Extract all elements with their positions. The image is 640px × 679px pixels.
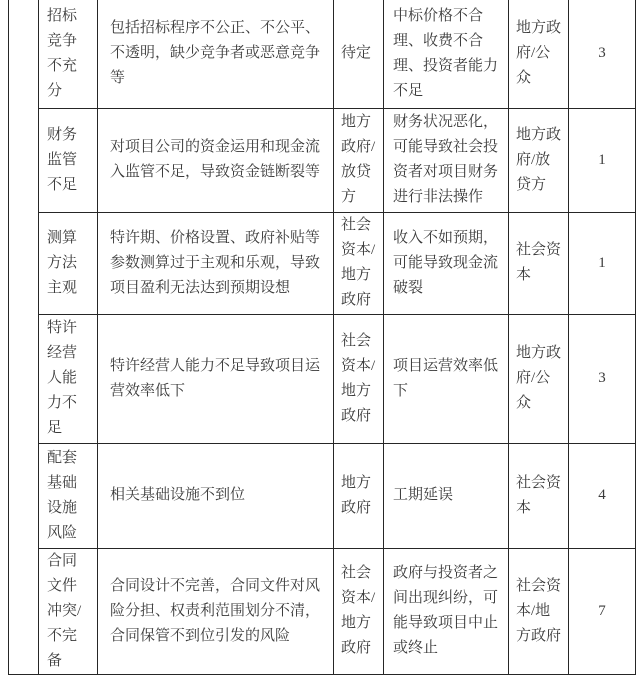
risk-score-cell: 3 — [569, 0, 636, 108]
risk-consequence-cell: 工期延误 — [384, 443, 509, 548]
table-row — [9, 443, 636, 548]
risk-name-cell: 特许经营人能力不足 — [39, 314, 98, 443]
risk-consequence-cell: 项目运营效率低下 — [384, 314, 509, 443]
risk-score-cell: 3 — [569, 314, 636, 443]
risk-bearer-cell: 地方政府/公众 — [509, 0, 569, 108]
gutter-cell — [9, 0, 39, 674]
risk-description-cell: 包括招标程序不公正、不公平、不透明，缺少竞争者或恶意竞争等 — [98, 0, 334, 108]
risk-bearer-cell: 社会资本 — [509, 212, 569, 314]
risk-consequence-cell: 财务状况恶化，可能导致社会投资者对项目财务进行非法操作 — [384, 108, 509, 212]
risk-allocation-cell: 待定 — [334, 0, 384, 108]
risk-name-cell: 财务监管不足 — [39, 108, 98, 212]
risk-allocation-cell: 社会资本/地方政府 — [334, 314, 384, 443]
risk-bearer-cell: 地方政府/公众 — [509, 314, 569, 443]
table-row — [9, 212, 636, 314]
table-row — [9, 0, 636, 108]
risk-description-cell: 特许期、价格设置、政府补贴等参数测算过于主观和乐观，导致项目盈利无法达到预期设想 — [98, 212, 334, 314]
risk-score-cell: 7 — [569, 548, 636, 674]
risk-consequence-cell: 政府与投资者之间出现纠纷，可能导致项目中止或终止 — [384, 548, 509, 674]
risk-allocation-cell: 地方政府/放贷方 — [334, 108, 384, 212]
risk-consequence-cell: 中标价格不合理、收费不合理、投资者能力不足 — [384, 0, 509, 108]
table-row — [9, 548, 636, 674]
risk-consequence-cell: 收入不如预期，可能导致现金流破裂 — [384, 212, 509, 314]
risk-name-cell: 合同文件冲突/不完备 — [39, 548, 98, 674]
risk-allocation-cell: 地方政府 — [334, 443, 384, 548]
risk-name-cell: 配套基础设施风险 — [39, 443, 98, 548]
risk-bearer-cell: 社会资本/地方政府 — [509, 548, 569, 674]
risk-allocation-cell: 社会资本/地方政府 — [334, 212, 384, 314]
risk-score-cell: 1 — [569, 212, 636, 314]
table-row — [9, 314, 636, 443]
risk-description-cell: 对项目公司的资金运用和现金流入监管不足，导致资金链断裂等 — [98, 108, 334, 212]
risk-allocation-table — [8, 0, 636, 675]
risk-name-cell: 招标竞争不充分 — [39, 0, 98, 108]
risk-name-cell: 测算方法主观 — [39, 212, 98, 314]
risk-bearer-cell: 社会资本 — [509, 443, 569, 548]
risk-score-cell: 1 — [569, 108, 636, 212]
risk-description-cell: 合同设计不完善，合同文件对风险分担、权责利范围划分不清，合同保管不到位引发的风险 — [98, 548, 334, 674]
risk-bearer-cell: 地方政府/放贷方 — [509, 108, 569, 212]
table-row — [9, 108, 636, 212]
risk-allocation-cell: 社会资本/地方政府 — [334, 548, 384, 674]
risk-description-cell: 特许经营人能力不足导致项目运营效率低下 — [98, 314, 334, 443]
risk-score-cell: 4 — [569, 443, 636, 548]
risk-description-cell: 相关基础设施不到位 — [98, 443, 334, 548]
